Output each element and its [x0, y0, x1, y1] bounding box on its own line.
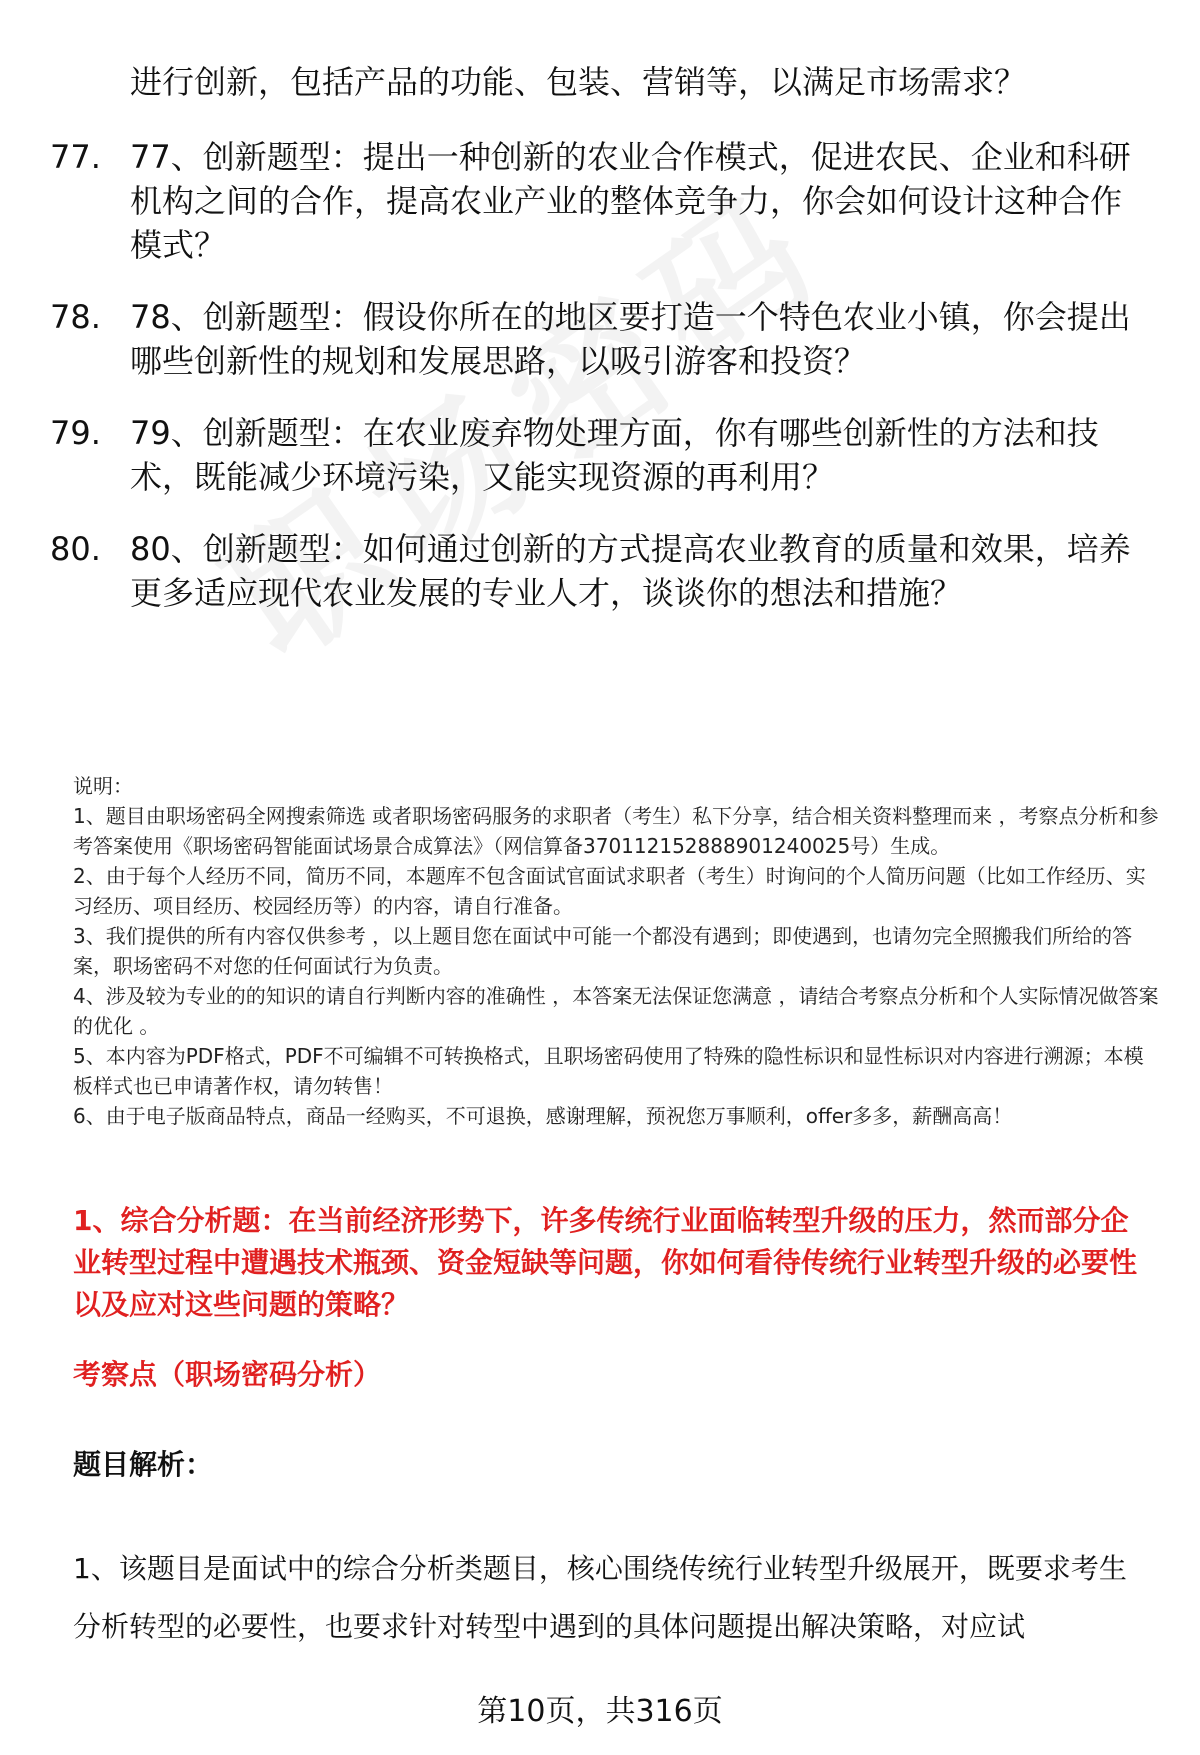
analysis-paragraph: 1、该题目是面试中的综合分析类题目，核心围绕传统行业转型升级展开，既要求考生分析转型的必要性，也要求针对转型中遇到的具体问题提出解决策略，对应试 [73, 1552, 1127, 1643]
note-item: 3、我们提供的所有内容仅供参考 ，以上题目您在面试中可能一个都没有遇到；即使遇到，也请勿完全照搬我们所给的答案，职场密码不对您的任何面试行为负责。 [73, 924, 1133, 978]
section-question-title: 1、综合分析题：在当前经济形势下，许多传统行业面临转型升级的压力，然而部分企业转型过程中遭遇技术瓶颈、资金短缺等问题，你如何看待传统行业转型升级的必要性以及应对这些问题的策略？ [73, 1204, 1138, 1321]
note-item: 4、涉及较为专业的的知识的请自行判断内容的准确性 ，本答案无法保证您满意 ，请结合考察点分析和个人实际情况做答案的优化 。 [73, 984, 1159, 1038]
question-text: 78、创新题型：假设你所在的地区要打造一个特色农业小镇，你会提出哪些创新性的规划和发展思路，以吸引游客和投资？ [130, 298, 1131, 380]
question-text: 80、创新题型：如何通过创新的方式提高农业教育的质量和效果，培养更多适应现代农业发展的专业人才，谈谈你的想法和措施？ [130, 530, 1131, 612]
note-item: 5、本内容为PDF格式，PDF不可编辑不可转换格式，且职场密码使用了特殊的隐性标识和显性标识对内容进行溯源；本模板样式也已申请著作权，请勿转售！ [73, 1044, 1144, 1098]
question-item [0, 411, 1150, 499]
page-footer: 第10页，共316页 [477, 1694, 723, 1729]
question-text: 77、创新题型：提出一种创新的农业合作模式，促进农民、企业和科研机构之间的合作，提高农业产业的整体竞争力，你会如何设计这种合作模式？ [130, 138, 1131, 264]
note-item: 6、由于电子版商品特点，商品一经购买，不可退换，感谢理解，预祝您万事顺利，offer多多，薪酬高高！ [73, 1104, 1013, 1128]
question-item [0, 295, 1150, 383]
assessment-point-label: 考察点（职场密码分析） [73, 1358, 382, 1391]
notes-title: 说明： [73, 774, 133, 798]
question-continuation: 进行创新，包括产品的功能、包装、营销等，以满足市场需求？ [130, 63, 1027, 101]
question-text: 79、创新题型：在农业废弃物处理方面，你有哪些创新性的方法和技术，既能减少环境污染，又能实现资源的再利用？ [130, 414, 1099, 496]
question-number: 78. [50, 298, 101, 336]
note-item: 2、由于每个人经历不同，简历不同，本题库不包含面试官面试求职者（考生）时询问的个人简历问题（比如工作经历、实习经历、项目经历、校园经历等）的内容，请自行准备。 [73, 864, 1146, 918]
note-item: 1、题目由职场密码全网搜索筛选 或者职场密码服务的求职者（考生）私下分享，结合相关资料整理而来 ，考察点分析和参考答案使用《职场密码智能面试场景合成算法》（网信算备370112152888901240025号）生成。 [73, 804, 1159, 858]
question-number: 79. [50, 414, 101, 452]
question-item [0, 135, 1150, 267]
analysis-heading: 题目解析： [73, 1448, 214, 1481]
question-list [0, 135, 1150, 643]
question-number: 80. [50, 530, 101, 568]
question-number: 77. [50, 138, 101, 176]
question-item [0, 527, 1150, 615]
notes-block [73, 771, 1163, 1131]
